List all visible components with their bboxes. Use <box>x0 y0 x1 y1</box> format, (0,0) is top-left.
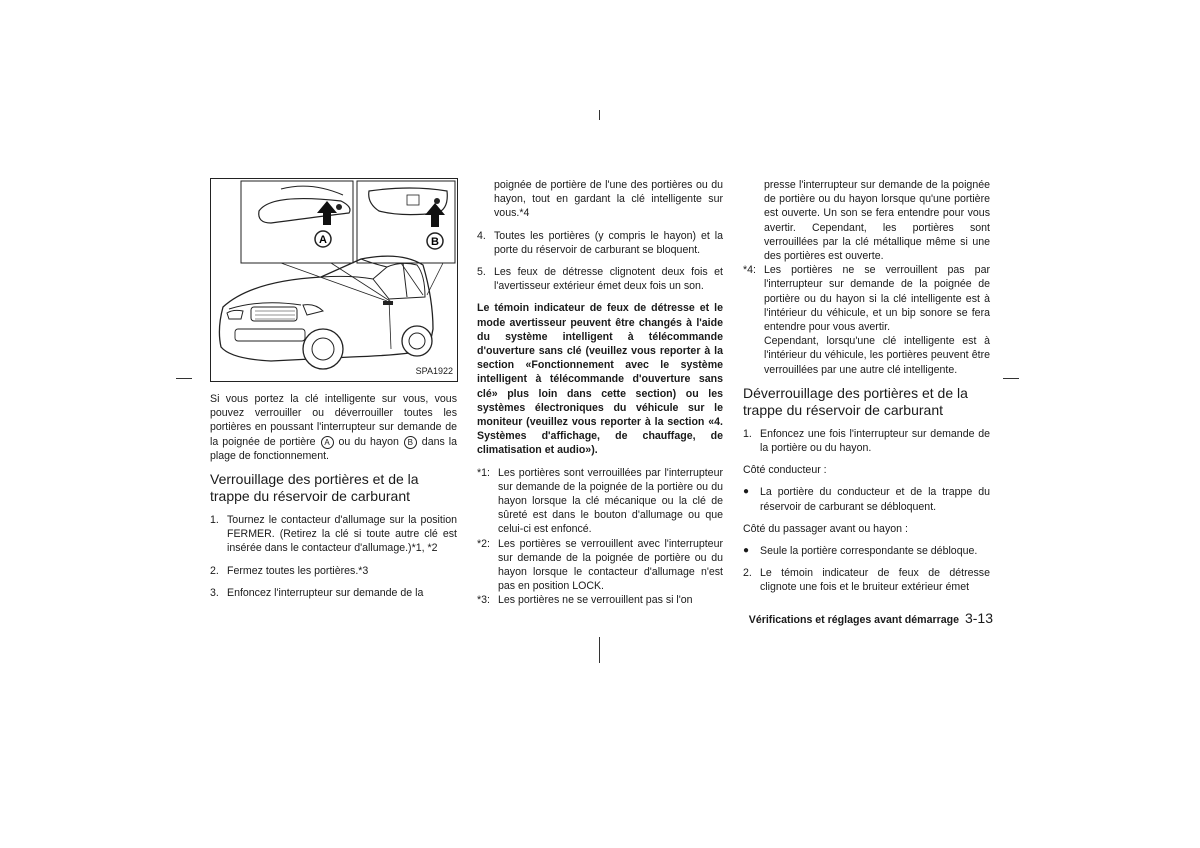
footnote-continuation: presse l'interrupteur sur demande de la poignée de portière ou du hayon lorsque qu'une portière est ouverte. Un son se fera entendre pour vous avertir. Cependant, les portières sont verrouillées par la clé métallique même si une des portières est ouverte. <box>764 179 990 263</box>
column-3 <box>743 178 990 603</box>
column-1 <box>210 178 457 608</box>
callout-b-icon: B <box>404 436 417 449</box>
figure-smart-key-handle <box>210 178 458 382</box>
left-margin-mark <box>176 378 192 379</box>
column-2 <box>477 178 723 608</box>
driver-side-label: Côté conducteur : <box>743 464 827 477</box>
bullet-icon: ● <box>743 486 750 498</box>
unlocking-heading: Déverrouillage des portières et de la trappe du réservoir de carburant <box>743 384 968 418</box>
list-item: ● Seule la portière correspondante se débloque. <box>743 545 978 558</box>
footnote-continuation: Cependant, lorsqu'une clé intelligente est à l'intérieur du véhicule, les portières peuvent être verrouillées par une autre clé intelligente. <box>764 335 990 376</box>
intro-text-2: ou du hayon <box>334 435 403 448</box>
bullet-icon: ● <box>743 545 750 557</box>
list-item-continuation: poignée de portière de l'une des portières ou du hayon, tout en gardant la clé intelligente sur vous.*4 <box>494 179 723 220</box>
footnote: *1: Les portières sont verrouillées par l'interrupteur sur demande de la poignée de la portière ou du hayon lorsque la clé mécanique ou la clé de sûreté est dans le bouton d'allumage ou que celui-ci est enfoncé. <box>477 466 723 536</box>
page-number: 3-13 <box>964 610 993 626</box>
figure-label-a: A <box>319 234 327 246</box>
locking-heading: Verrouillage des portières et de la trappe du réservoir de carburant <box>210 471 419 505</box>
list-item: ● La portière du conducteur et de la trappe du réservoir de carburant se débloquent. <box>743 486 990 513</box>
bold-note: Le témoin indicateur de feux de détresse et le mode avertisseur peuvent être changés à l'aide du système intelligent à télécommande d'ouverture sans clé (veuillez vous reporter à la section «Fonctionnement avec le système intelligent à télécommande d'ouverture sans clé» plus loin dans cette section) ou les systèmes électroniques du véhicule sur le moniteur (veuillez vous reporter à la section «4. Systèmes d'affichage, de chauffage, de climatisation et audio»). <box>477 302 723 457</box>
section-title: Vérifications et réglages avant démarrage <box>748 614 959 626</box>
bottom-center-mark <box>599 637 600 663</box>
passenger-side-label: Côté du passager avant ou hayon : <box>743 522 908 535</box>
intro-text-3: dans la plage de fonctionnement. <box>210 435 457 462</box>
top-center-mark <box>599 110 600 120</box>
footnote: *2: Les portières se verrouillent avec l'interrupteur sur demande de la poignée de portière ou du hayon lorsque le contacteur d'allumage n'est pas en position LOCK. <box>477 537 723 593</box>
page-footer <box>749 610 993 626</box>
list-item: 1. Enfoncez une fois l'interrupteur sur demande de la portière ou du hayon. <box>743 427 990 455</box>
intro-paragraph <box>210 392 457 463</box>
intro-text-1: Si vous portez la clé intelligente sur vous, vous pouvez verrouiller ou déverrouiller toutes les portières en poussant l'interrupteur sur demande de la poignée de portière <box>210 393 457 448</box>
list-item: 1. Tournez le contacteur d'allumage sur la position FERMER. (Retirez la clé si toute autre clé est insérée dans le contacteur d'allumage.)*1, *2 <box>210 514 457 555</box>
footnote: *4: Les portières ne se verrouillent pas par l'interrupteur sur demande de la poignée de portière ou du hayon si la clé intelligente est à l'intérieur du véhicule, et un bip sonore se fera entendre pour vous avertir. <box>743 264 990 334</box>
figure-code: SPA1922 <box>415 365 453 376</box>
list-item: 4. Toutes les portières (y compris le hayon) et la porte du réservoir de carburant se bloquent. <box>477 229 723 256</box>
figure-label-b: B <box>431 236 439 248</box>
right-margin-mark <box>1003 378 1019 379</box>
list-item: 3. Enfoncez l'interrupteur sur demande de la <box>210 586 424 599</box>
footnote: *3: Les portières ne se verrouillent pas si l'on <box>477 594 693 607</box>
car-door-handle-illustration <box>211 179 457 381</box>
list-item: 5. Les feux de détresse clignotent deux fois et l'avertisseur extérieur émet deux fois un son. <box>477 266 723 293</box>
callout-a-icon: A <box>321 436 334 449</box>
list-item: 2. Le témoin indicateur de feux de détresse clignote une fois et le bruiteur extérieur émet <box>743 567 990 594</box>
list-item: 2. Fermez toutes les portières.*3 <box>210 564 369 577</box>
